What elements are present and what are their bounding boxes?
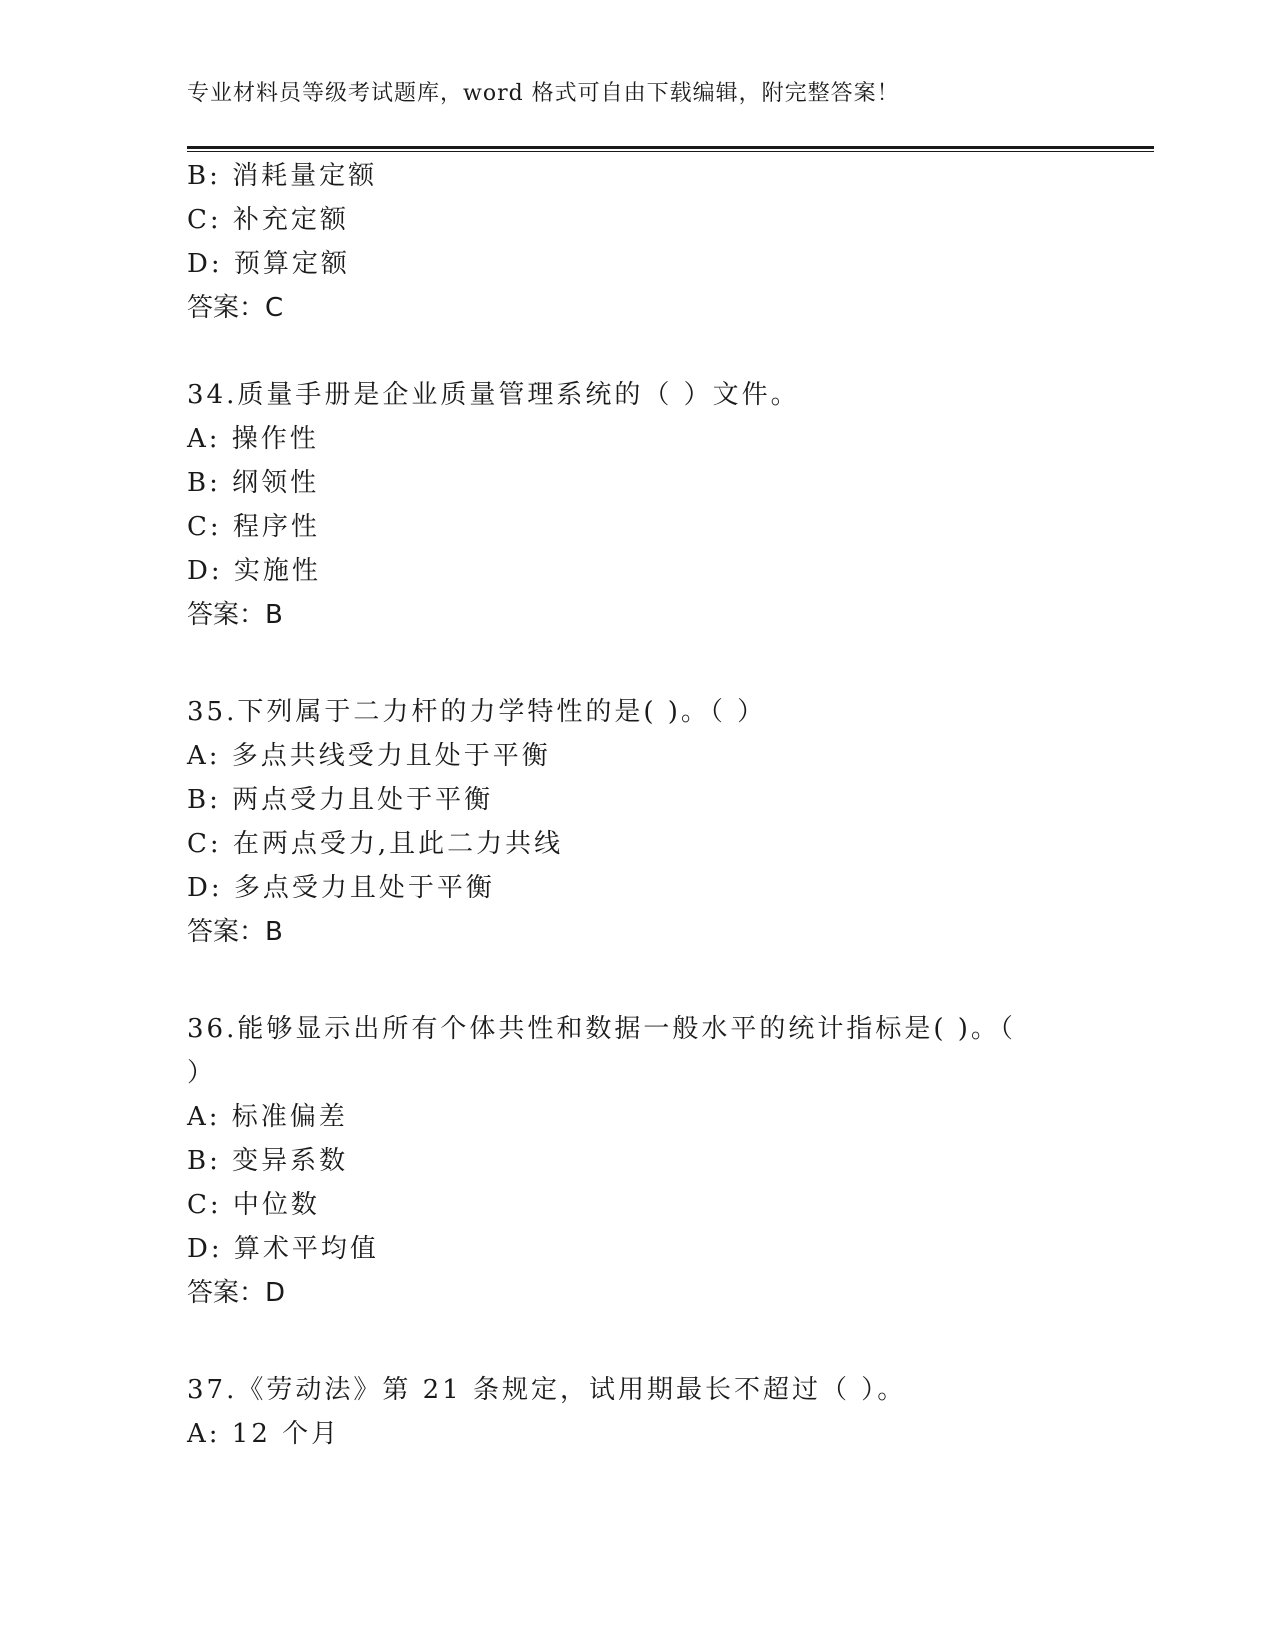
q34-option-a: A: 操作性: [187, 424, 319, 454]
q36-option-a: A: 标准偏差: [187, 1102, 348, 1132]
q35-option-c: C: 在两点受力,且此二力共线: [187, 829, 564, 859]
q36-answer: 答案：D: [187, 1278, 286, 1308]
q35-question: 35.下列属于二力杆的力学特性的是( )。（ ）: [187, 697, 767, 727]
q33-option-b: B: 消耗量定额: [187, 161, 378, 191]
q36-option-d: D: 算术平均值: [187, 1234, 379, 1264]
q35-option-a: A: 多点共线受力且处于平衡: [187, 741, 551, 771]
q33-answer: 答案：C: [187, 293, 284, 323]
q34-question: 34.质量手册是企业质量管理系统的（ ）文件。: [187, 380, 800, 410]
q34-option-c: C: 程序性: [187, 512, 320, 542]
q33-option-c: C: 补充定额: [187, 205, 349, 235]
q36-question-line-2: ）: [187, 1058, 217, 1088]
q35-option-d: D: 多点受力且处于平衡: [187, 873, 495, 903]
q36-option-c: C: 中位数: [187, 1190, 320, 1220]
q34-answer: 答案：B: [187, 600, 283, 630]
q37-question: 37.《劳动法》第 21 条规定，试用期最长不超过（ ）。: [187, 1375, 907, 1405]
header-divider-thin: [187, 151, 1154, 152]
q34-option-d: D: 实施性: [187, 556, 321, 586]
q35-answer: 答案：B: [187, 917, 283, 947]
q35-option-b: B: 两点受力且处于平衡: [187, 785, 494, 815]
header-divider: [187, 146, 1154, 149]
q34-option-b: B: 纲领性: [187, 468, 320, 498]
q36-question-line-1: 36.能够显示出所有个体共性和数据一般水平的统计指标是( )。（: [187, 1014, 1016, 1044]
q33-option-d: D: 预算定额: [187, 249, 350, 279]
page-header: 专业材料员等级考试题库，word 格式可自由下载编辑，附完整答案！: [187, 81, 900, 106]
q37-option-a: A: 12 个月: [187, 1419, 341, 1449]
q36-option-b: B: 变异系数: [187, 1146, 349, 1176]
